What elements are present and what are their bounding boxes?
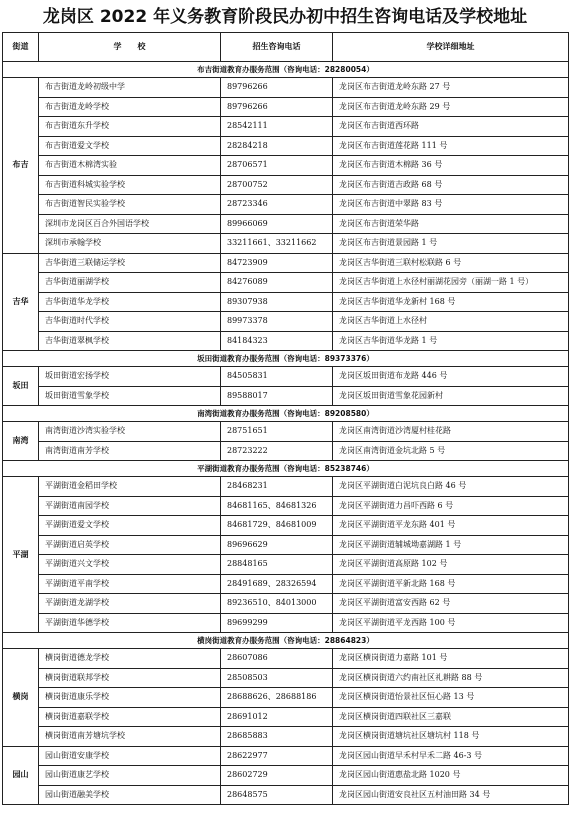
school-name-cell: 横岗街道嘉联学校 — [39, 707, 221, 727]
table-row — [3, 649, 569, 669]
address-cell: 龙岗区平湖街道高原路 102 号 — [333, 555, 569, 575]
address-cell: 龙岗区布吉街道木棉路 36 号 — [333, 156, 569, 176]
address-cell: 龙岗区吉华街道上水径村丽湖花园旁（丽湖一路 1 号） — [333, 273, 569, 293]
school-name-cell: 布吉街道东升学校 — [39, 117, 221, 137]
address-cell: 龙岗区吉华街道三联村松联路 6 号 — [333, 253, 569, 273]
school-name-cell: 平湖街道平南学校 — [39, 574, 221, 594]
phone-cell: 33211661、33211662 — [221, 234, 333, 254]
district-office-row — [3, 62, 569, 78]
street-cell: 横岗 — [3, 649, 39, 747]
phone-cell: 84276089 — [221, 273, 333, 293]
table-row — [3, 516, 569, 536]
school-name-cell: 平湖街道华德学校 — [39, 613, 221, 633]
table-row — [3, 386, 569, 406]
phone-cell: 89796266 — [221, 97, 333, 117]
phone-cell: 28602729 — [221, 766, 333, 786]
phone-cell: 28700752 — [221, 175, 333, 195]
street-cell: 平湖 — [3, 477, 39, 633]
address-cell: 龙岗区布吉街道莲花路 111 号 — [333, 136, 569, 156]
table-row — [3, 175, 569, 195]
school-name-cell: 平湖街道爱文学校 — [39, 516, 221, 536]
address-cell: 龙岗区布吉街道龙岭东路 27 号 — [333, 78, 569, 98]
street-cell: 园山 — [3, 746, 39, 805]
school-name-cell: 平湖街道金稻田学校 — [39, 477, 221, 497]
phone-cell: 28723222 — [221, 441, 333, 461]
header-school: 学 校 — [39, 33, 221, 62]
school-name-cell: 平湖街道启英学校 — [39, 535, 221, 555]
table-row — [3, 195, 569, 215]
table-row — [3, 555, 569, 575]
table-row — [3, 594, 569, 614]
address-cell: 龙岗区平湖街道白泥坑良白路 46 号 — [333, 477, 569, 497]
phone-cell: 28468231 — [221, 477, 333, 497]
address-cell: 龙岗区南湾街道金坑北路 5 号 — [333, 441, 569, 461]
table-row — [3, 331, 569, 351]
phone-cell: 28648575 — [221, 785, 333, 805]
table-row — [3, 253, 569, 273]
district-office-row — [3, 461, 569, 477]
phone-cell: 28848165 — [221, 555, 333, 575]
phone-cell: 89696629 — [221, 535, 333, 555]
school-name-cell: 布吉街道科城实验学校 — [39, 175, 221, 195]
school-name-cell: 坂田街道宏扬学校 — [39, 367, 221, 387]
district-office-info: 平湖街道教育办服务范围（咨询电话：85238746） — [3, 461, 569, 477]
school-table — [2, 32, 569, 805]
district-office-row — [3, 351, 569, 367]
table-header-row — [3, 33, 569, 62]
address-cell: 龙岗区坂田街道雪象花园新村 — [333, 386, 569, 406]
table-row — [3, 574, 569, 594]
school-name-cell: 横岗街道联邦学校 — [39, 668, 221, 688]
header-phone: 招生咨询电话 — [221, 33, 333, 62]
table-row — [3, 156, 569, 176]
address-cell: 龙岗区园山街道早禾村早禾二路 46-3 号 — [333, 746, 569, 766]
phone-cell: 28284218 — [221, 136, 333, 156]
district-office-info: 坂田街道教育办服务范围（咨询电话：89373376） — [3, 351, 569, 367]
district-office-row — [3, 633, 569, 649]
street-cell: 南湾 — [3, 422, 39, 461]
address-cell: 龙岗区吉华街道上水径村 — [333, 312, 569, 332]
school-name-cell: 园山街道安康学校 — [39, 746, 221, 766]
district-office-info: 横岗街道教育办服务范围（咨询电话：28864823） — [3, 633, 569, 649]
table-row — [3, 234, 569, 254]
phone-cell: 28622977 — [221, 746, 333, 766]
address-cell: 龙岗区横岗街道力嘉路 101 号 — [333, 649, 569, 669]
street-cell: 吉华 — [3, 253, 39, 351]
school-name-cell: 深圳市承翰学校 — [39, 234, 221, 254]
table-row — [3, 668, 569, 688]
phone-cell: 84505831 — [221, 367, 333, 387]
phone-cell: 28706571 — [221, 156, 333, 176]
school-name-cell: 南湾街道沙湾实验学校 — [39, 422, 221, 442]
address-cell: 龙岗区布吉街道中翠路 83 号 — [333, 195, 569, 215]
district-office-info: 南湾街道教育办服务范围（咨询电话：89208580） — [3, 406, 569, 422]
school-name-cell: 横岗街道康乐学校 — [39, 688, 221, 708]
school-name-cell: 布吉街道龙岭初级中学 — [39, 78, 221, 98]
street-cell: 布吉 — [3, 78, 39, 254]
phone-cell: 89588017 — [221, 386, 333, 406]
table-row — [3, 292, 569, 312]
phone-cell: 89236510、84013000 — [221, 594, 333, 614]
phone-cell: 28491689、28326594 — [221, 574, 333, 594]
school-name-cell: 平湖街道南园学校 — [39, 496, 221, 516]
address-cell: 龙岗区横岗街道塘坑社区塘坑村 118 号 — [333, 727, 569, 747]
address-cell: 龙岗区布吉街道西环路 — [333, 117, 569, 137]
address-cell: 龙岗区南湾街道沙湾厦村桂花路 — [333, 422, 569, 442]
phone-cell: 89307938 — [221, 292, 333, 312]
table-row — [3, 78, 569, 98]
table-row — [3, 785, 569, 805]
address-cell: 龙岗区平湖街道平龙东路 401 号 — [333, 516, 569, 536]
table-row — [3, 613, 569, 633]
address-cell: 龙岗区横岗街道怡景社区恒心路 13 号 — [333, 688, 569, 708]
table-row — [3, 273, 569, 293]
school-name-cell: 园山街道康艺学校 — [39, 766, 221, 786]
address-cell: 龙岗区吉华街道华龙新村 168 号 — [333, 292, 569, 312]
school-name-cell: 吉华街道丽湖学校 — [39, 273, 221, 293]
school-name-cell: 布吉街道木棉湾实验 — [39, 156, 221, 176]
address-cell: 龙岗区布吉街道景园路 1 号 — [333, 234, 569, 254]
table-row — [3, 496, 569, 516]
school-name-cell: 吉华街道翠枫学校 — [39, 331, 221, 351]
district-office-row — [3, 406, 569, 422]
table-row — [3, 727, 569, 747]
address-cell: 龙岗区吉华街道华龙路 1 号 — [333, 331, 569, 351]
phone-cell: 28691012 — [221, 707, 333, 727]
street-cell: 坂田 — [3, 367, 39, 406]
table-row — [3, 707, 569, 727]
table-row — [3, 477, 569, 497]
address-cell: 龙岗区平湖街道富安西路 62 号 — [333, 594, 569, 614]
phone-cell: 28542111 — [221, 117, 333, 137]
school-name-cell: 布吉街道龙岭学校 — [39, 97, 221, 117]
address-cell: 龙岗区平湖街道力昌吓西路 6 号 — [333, 496, 569, 516]
table-row — [3, 117, 569, 137]
school-name-cell: 平湖街道龙湖学校 — [39, 594, 221, 614]
school-name-cell: 深圳市龙岗区百合外国语学校 — [39, 214, 221, 234]
address-cell: 龙岗区平湖街道平新北路 168 号 — [333, 574, 569, 594]
school-name-cell: 吉华街道时代学校 — [39, 312, 221, 332]
phone-cell: 84681729、84681009 — [221, 516, 333, 536]
phone-cell: 89699299 — [221, 613, 333, 633]
school-name-cell: 布吉街道爱文学校 — [39, 136, 221, 156]
school-name-cell: 布吉街道智民实验学校 — [39, 195, 221, 215]
phone-cell: 28723346 — [221, 195, 333, 215]
school-name-cell: 横岗街道德龙学校 — [39, 649, 221, 669]
table-row — [3, 441, 569, 461]
page-title: 龙岗区 2022 年义务教育阶段民办初中招生咨询电话及学校地址 — [42, 7, 528, 27]
school-name-cell: 吉华街道三联储运学校 — [39, 253, 221, 273]
address-cell: 龙岗区平湖街道辅城坳嘉湖路 1 号 — [333, 535, 569, 555]
table-row — [3, 766, 569, 786]
school-name-cell: 园山街道融美学校 — [39, 785, 221, 805]
phone-cell: 89973378 — [221, 312, 333, 332]
phone-cell: 84723909 — [221, 253, 333, 273]
school-name-cell: 南湾街道南芳学校 — [39, 441, 221, 461]
table-row — [3, 535, 569, 555]
address-cell: 龙岗区横岗街道六约南社区礼耕路 88 号 — [333, 668, 569, 688]
school-name-cell: 吉华街道华龙学校 — [39, 292, 221, 312]
school-name-cell: 平湖街道兴文学校 — [39, 555, 221, 575]
address-cell: 龙岗区坂田街道布龙路 446 号 — [333, 367, 569, 387]
phone-cell: 28685883 — [221, 727, 333, 747]
phone-cell: 89796266 — [221, 78, 333, 98]
phone-cell: 28751651 — [221, 422, 333, 442]
address-cell: 龙岗区平湖街道平龙西路 100 号 — [333, 613, 569, 633]
district-office-info: 布吉街道教育办服务范围（咨询电话：28280054） — [3, 62, 569, 78]
table-row — [3, 422, 569, 442]
table-row — [3, 746, 569, 766]
phone-cell: 84184323 — [221, 331, 333, 351]
phone-cell: 28688626、28688186 — [221, 688, 333, 708]
table-row — [3, 97, 569, 117]
phone-cell: 28607086 — [221, 649, 333, 669]
table-row — [3, 688, 569, 708]
address-cell: 龙岗区园山街道安良社区五村油田路 34 号 — [333, 785, 569, 805]
phone-cell: 89966069 — [221, 214, 333, 234]
table-row — [3, 136, 569, 156]
school-name-cell: 横岗街道南芳塘坑学校 — [39, 727, 221, 747]
address-cell: 龙岗区布吉街道吉政路 68 号 — [333, 175, 569, 195]
phone-cell: 84681165、84681326 — [221, 496, 333, 516]
table-row — [3, 312, 569, 332]
table-row — [3, 367, 569, 387]
school-name-cell: 坂田街道雪象学校 — [39, 386, 221, 406]
header-address: 学校详细地址 — [333, 33, 569, 62]
header-street: 街道 — [3, 33, 39, 62]
address-cell: 龙岗区横岗街道四联社区三嘉联 — [333, 707, 569, 727]
address-cell: 龙岗区布吉街道荣华路 — [333, 214, 569, 234]
address-cell: 龙岗区园山街道惠盐北路 1020 号 — [333, 766, 569, 786]
address-cell: 龙岗区布吉街道龙岭东路 29 号 — [333, 97, 569, 117]
phone-cell: 28508503 — [221, 668, 333, 688]
table-row — [3, 214, 569, 234]
